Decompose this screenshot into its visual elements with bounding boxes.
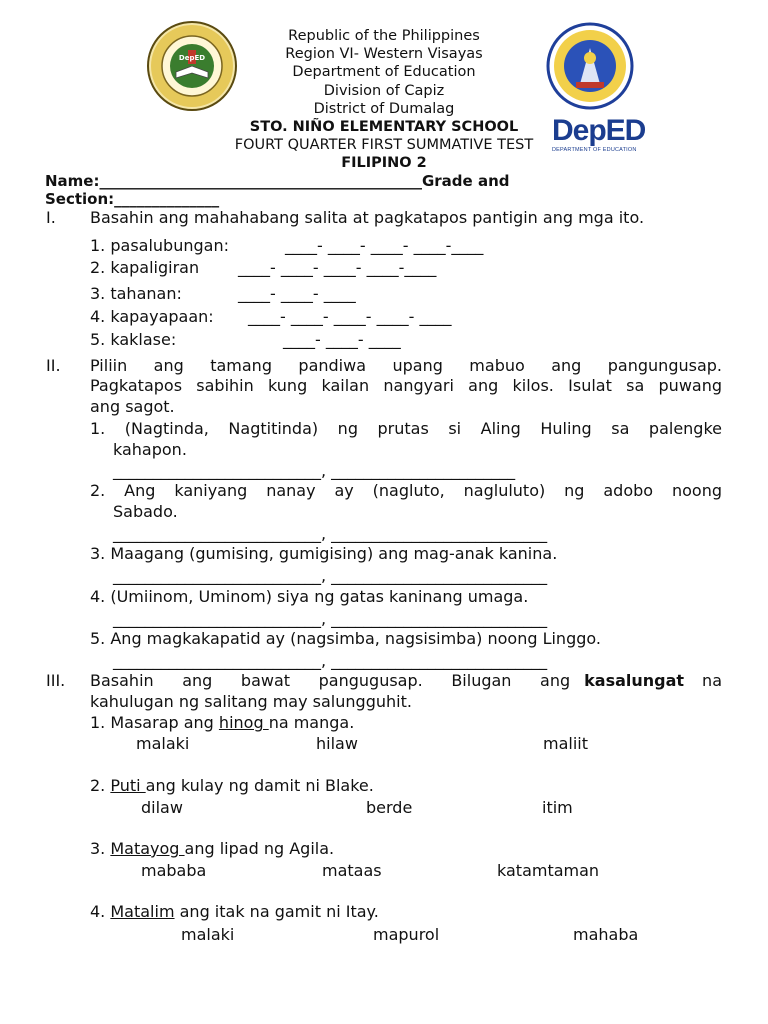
part2-item-1-answer[interactable]: __________________________, _______________________ — [113, 461, 516, 480]
part2-instruction-line-1: Piliin ang tamang pandiwa upang mabuo ang pangungusap. — [90, 356, 722, 375]
part1-item-5-word: 5. kaklase: — [90, 330, 177, 349]
part2-instruction-line-2: Pagkatapos sabihin kung kailan nangyari ang kilos. Isulat sa puwang — [90, 376, 722, 395]
deped-wordmark-text: DepED — [552, 114, 646, 147]
part1-instruction: Basahin ang mahahabang salita at pagkatapos pantigin ang mga ito. — [90, 208, 645, 227]
part3-number: III. — [46, 671, 66, 690]
part1-number: I. — [46, 208, 56, 227]
part3-item-2-choice-3[interactable]: itim — [542, 798, 573, 817]
part3-item-1-num: 1. — [90, 713, 111, 732]
part3-item-3-choice-2[interactable]: mataas — [322, 861, 382, 880]
test-title: FOURT QUARTER FIRST SUMMATIVE TEST — [234, 137, 534, 153]
part1-item-3-blanks[interactable]: ____- ____- ____ — [238, 284, 356, 303]
part3-item-1-choice-1[interactable]: malaki — [136, 734, 190, 753]
part1-item-2-word: 2. kapaligiran — [90, 258, 200, 277]
part3-item-2-sentence — [90, 776, 374, 795]
part2-number: II. — [46, 356, 61, 375]
part2-item-5: 5. Ang magkakapatid ay (nagsimba, nagsisimba) noong Linggo. — [90, 629, 601, 648]
part3-item-4-sentence — [90, 902, 379, 921]
part3-instruction-keyword: kasalungat — [584, 671, 685, 690]
part3-item-2-underlined: Puti — [110, 776, 146, 795]
part3-item-3-choice-1[interactable]: mababa — [141, 861, 207, 880]
part3-instruction-line-1 — [90, 671, 722, 690]
part3-instruction-post: na — [702, 671, 722, 690]
part3-item-3-underlined: Matayog — [110, 839, 185, 858]
part3-item-3-choice-3[interactable]: katamtaman — [497, 861, 600, 880]
part3-item-4-choice-2[interactable]: mapurol — [373, 925, 440, 944]
header-line-5: District of Dumalag — [313, 101, 455, 117]
part2-item-5-answer[interactable]: __________________________, ___________________________ — [113, 651, 548, 670]
part3-item-4-choice-1[interactable]: malaki — [181, 925, 235, 944]
part1-item-1-blanks[interactable]: ____- ____- ____- ____-____ — [285, 236, 484, 255]
part3-item-3-post: ang lipad ng Agila. — [184, 839, 335, 858]
part2-item-3: 3. Maagang (gumising, gumigising) ang mag-anak kanina. — [90, 544, 558, 563]
header-line-4: Division of Capiz — [323, 83, 445, 99]
part2-item-2: 2. Ang kaniyang nanay ay (nagluto, nagluluto) ng adobo noong — [90, 481, 722, 500]
header-line-2: Region VI- Western Visayas — [285, 46, 483, 62]
part2-item-1-cont: kahapon. — [113, 440, 187, 459]
part3-item-1-post: na manga. — [268, 713, 355, 732]
part3-item-1-choice-2[interactable]: hilaw — [316, 734, 358, 753]
part2-item-2-answer[interactable]: __________________________, ___________________________ — [113, 524, 548, 543]
subject-title: FILIPINO 2 — [341, 155, 427, 171]
part2-item-3-answer[interactable]: __________________________, ___________________________ — [113, 566, 548, 585]
deped-wordmark-subtext: DEPARTMENT OF EDUCATION — [552, 147, 637, 153]
header-line-1: Republic of the Philippines — [288, 28, 480, 44]
school-name: STO. NIÑO ELEMENTARY SCHOOL — [249, 119, 519, 135]
part2-item-4: 4. (Umiinom, Uminom) siya ng gatas kaninang umaga. — [90, 587, 529, 606]
part3-item-4-post: ang itak na gamit ni Itay. — [174, 902, 379, 921]
part3-item-1-sentence — [90, 713, 354, 732]
part1-item-5-blanks[interactable]: ____- ____- ____ — [283, 330, 401, 349]
section-line: Section:______________ — [45, 190, 220, 208]
part3-item-2-post: ang kulay ng damit ni Blake. — [145, 776, 374, 795]
part3-item-1-pre: Masarap ang — [110, 713, 219, 732]
part3-instruction-pre: Basahin ang bawat pangugusap. Bilugan ang — [90, 671, 571, 690]
part3-item-4-underlined: Matalim — [110, 902, 175, 921]
part2-item-2-cont: Sabado. — [113, 502, 178, 521]
part3-item-2-choice-1[interactable]: dilaw — [141, 798, 183, 817]
part2-item-4-answer[interactable]: __________________________, ___________________________ — [113, 609, 548, 628]
part3-item-3-sentence — [90, 839, 334, 858]
part1-item-4-word: 4. kapayapaan: — [90, 307, 214, 326]
part3-item-4-num: 4. — [90, 902, 111, 921]
part3-item-2-num: 2. — [90, 776, 111, 795]
part3-item-4-choice-3[interactable]: mahaba — [573, 925, 639, 944]
name-grade-line: Name:___________________________________________Grade and — [45, 172, 510, 190]
part1-item-3-word: 3. tahanan: — [90, 284, 182, 303]
part3-item-1-underlined: hinog — [218, 713, 269, 732]
part3-item-1-choice-3[interactable]: maliit — [543, 734, 588, 753]
part1-item-1-word: 1. pasalubungan: — [90, 236, 229, 255]
part1-item-2-blanks[interactable]: ____- ____- ____- ____-____ — [238, 258, 437, 277]
part2-item-1: 1. (Nagtinda, Nagtitinda) ng prutas si Aling Huling sa palengke — [90, 419, 722, 438]
part1-item-4-blanks[interactable]: ____- ____- ____- ____- ____ — [248, 307, 452, 326]
part3-item-2-choice-2[interactable]: berde — [366, 798, 413, 817]
header-line-3: Department of Education — [292, 64, 476, 80]
part3-item-3-num: 3. — [90, 839, 111, 858]
part2-instruction-line-3: ang sagot. — [90, 397, 175, 416]
school-seal-inner-text: DepED — [178, 54, 206, 62]
part3-instruction-line-2: kahulugan ng salitang may salungguhit. — [90, 692, 412, 711]
